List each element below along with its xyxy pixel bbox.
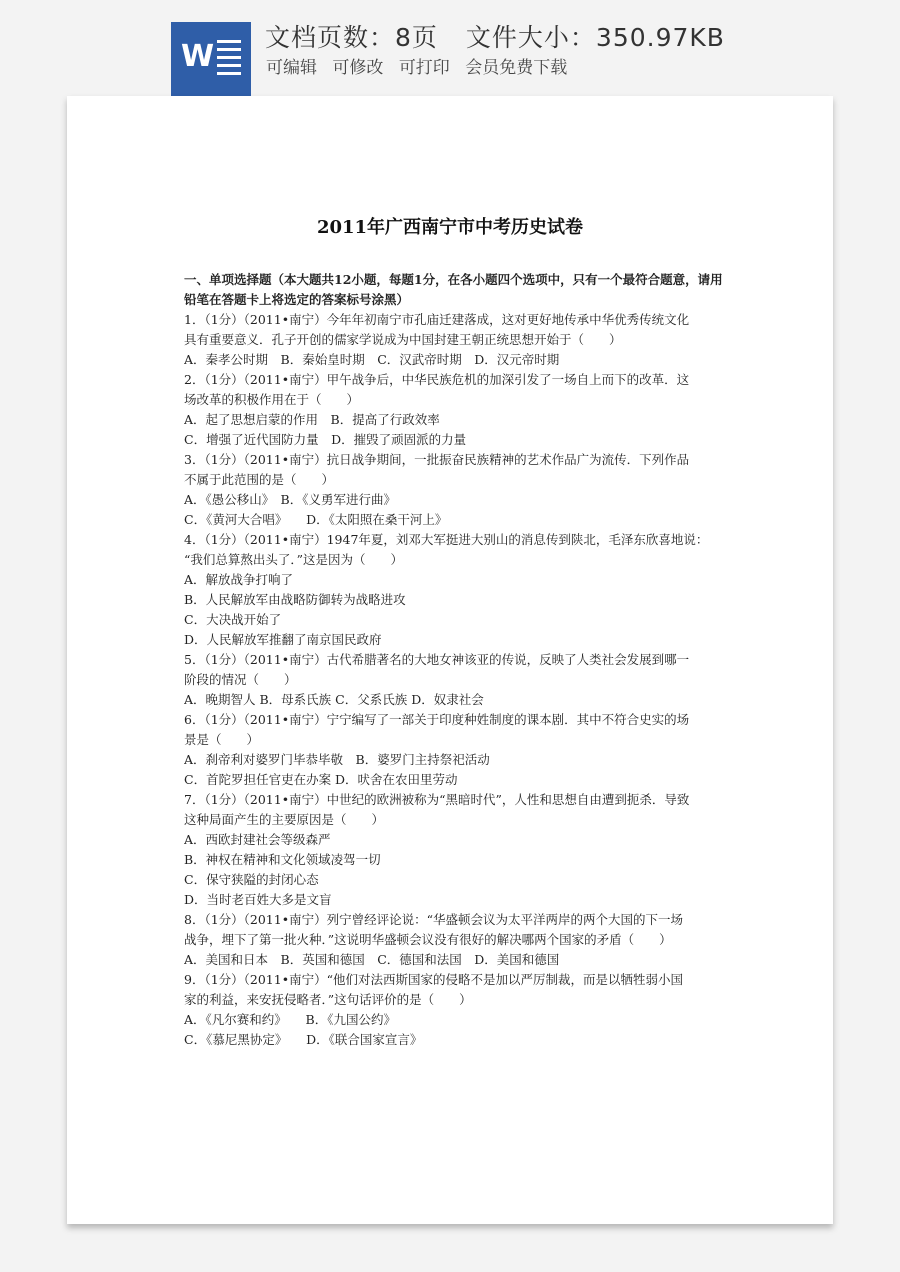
- document-line: A．《凡尔赛和约》 B．《九国公约》: [184, 1012, 396, 1027]
- document-line: 家的利益，来安抚侵略者．”这句话评价的是（ ）: [184, 992, 472, 1007]
- download-banner: [0, 0, 900, 96]
- word-icon-lines: [217, 40, 241, 80]
- word-icon-letter: W: [181, 39, 215, 74]
- document-line: C．首陀罗担任官吏在办案 D．吠舍在农田里劳动: [184, 772, 458, 787]
- document-line: 6．（1分）（2011•南宁）宁宁编写了一部关于印度种姓制度的课本剧．其中不符合史实的场: [184, 712, 690, 727]
- document-line: “我们总算熬出头了．”这是因为（ ）: [184, 552, 404, 567]
- document-line: 不属于此范围的是（ ）: [184, 472, 335, 487]
- document-line: B．神权在精神和文化领域凌驾一切: [184, 852, 381, 867]
- document-line: A．刹帝利对婆罗门毕恭毕敬 B．婆罗门主持祭祀活动: [184, 752, 490, 767]
- document-line: C．增强了近代国防力量 D．摧毁了顽固派的力量: [184, 432, 467, 447]
- file-size-label: 文件大小：350.97KB: [465, 23, 725, 52]
- document-line: 阶段的情况（ ）: [184, 672, 297, 687]
- document-line: 景是（ ）: [184, 732, 260, 747]
- document-line: A．晚期智人 B．母系氏族 C．父系氏族 D．奴隶社会: [184, 692, 484, 707]
- word-document-icon: [171, 22, 251, 96]
- page-title: 2011年广西南宁市中考历史试卷: [316, 217, 584, 238]
- document-page: [67, 96, 833, 1224]
- document-line: 场改革的积极作用在于（ ）: [184, 392, 360, 407]
- document-line: D．当时老百姓大多是文盲: [184, 892, 332, 907]
- document-line: 1．（1分）（2011•南宁）今年年初南宁市孔庙迁建落成，这对更好地传承中华优秀传统文化: [184, 312, 690, 327]
- feature-printable: 可打印: [398, 58, 450, 78]
- feature-member-download: 会员免费下载: [465, 58, 568, 78]
- document-line: 4．（1分）（2011•南宁）1947年夏，刘邓大军挺进大别山的消息传到陕北，毛泽东欣喜地说：: [184, 532, 709, 547]
- document-line: A．西欧封建社会等级森严: [184, 832, 331, 847]
- document-line: A．起了思想启蒙的作用 B．提高了行政效率: [184, 412, 440, 427]
- document-line: B．人民解放军由战略防御转为战略进攻: [184, 592, 406, 607]
- document-line: 8．（1分）（2011•南宁）列宁曾经评论说：“华盛顿会议为太平洋两岸的两个大国的下一场: [184, 912, 683, 927]
- document-line: D．人民解放军推翻了南京国民政府: [184, 632, 382, 647]
- section-heading: 一、单项选择题（本大题共12小题，每题1分，在各小题四个选项中，只有一个最符合题意，请用铅笔在答题卡上将选定的答案标号涂黑）: [184, 272, 723, 307]
- document-line: A．解放战争打响了: [184, 572, 294, 587]
- document-line: 战争，埋下了第一批火种．”这说明华盛顿会议没有很好的解决哪两个国家的矛盾（ ）: [184, 932, 672, 947]
- document-line: C．保守狭隘的封闭心态: [184, 872, 319, 887]
- document-line: A．《愚公移山》 B．《义勇军进行曲》: [184, 492, 396, 507]
- document-line: A．美国和日本 B．英国和德国 C．德国和法国 D．美国和德国: [184, 952, 560, 967]
- document-body: [184, 270, 724, 1050]
- file-info: [265, 22, 725, 54]
- document-line: 2．（1分）（2011•南宁）甲午战争后，中华民族危机的加深引发了一场自上而下的改革．这: [184, 372, 690, 387]
- document-line: C．大决战开始了: [184, 612, 282, 627]
- document-line: A．秦孝公时期 B．秦始皇时期 C．汉武帝时期 D．汉元帝时期: [184, 352, 560, 367]
- document-line: 7．（1分）（2011•南宁）中世纪的欧洲被称为“黑暗时代”，人性和思想自由遭到扼杀．导致: [184, 792, 690, 807]
- document-line: 5．（1分）（2011•南宁）古代希腊著名的大地女神该亚的传说，反映了人类社会发展到哪一: [184, 652, 690, 667]
- document-line: 这种局面产生的主要原因是（ ）: [184, 812, 385, 827]
- feature-editable: 可编辑: [266, 58, 317, 78]
- document-line: 9．（1分）（2011•南宁）“他们对法西斯国家的侵略不是加以严厉制裁，而是以牺牲弱小国: [184, 972, 683, 987]
- feature-modifiable: 可修改: [332, 58, 384, 78]
- document-line: C．《黄河大合唱》 D．《太阳照在桑干河上》: [184, 512, 448, 527]
- document-line: 3．（1分）（2011•南宁）抗日战争期间，一批振奋民族精神的艺术作品广为流传．下列作品: [184, 452, 690, 467]
- document-line: C．《慕尼黑协定》 D．《联合国家宣言》: [184, 1032, 423, 1047]
- document-line: 具有重要意义．孔子开创的儒家学说成为中国封建王朝正统思想开始于（ ）: [184, 332, 622, 347]
- feature-list: [266, 56, 577, 80]
- page-count-label: 文档页数：8页: [265, 23, 438, 52]
